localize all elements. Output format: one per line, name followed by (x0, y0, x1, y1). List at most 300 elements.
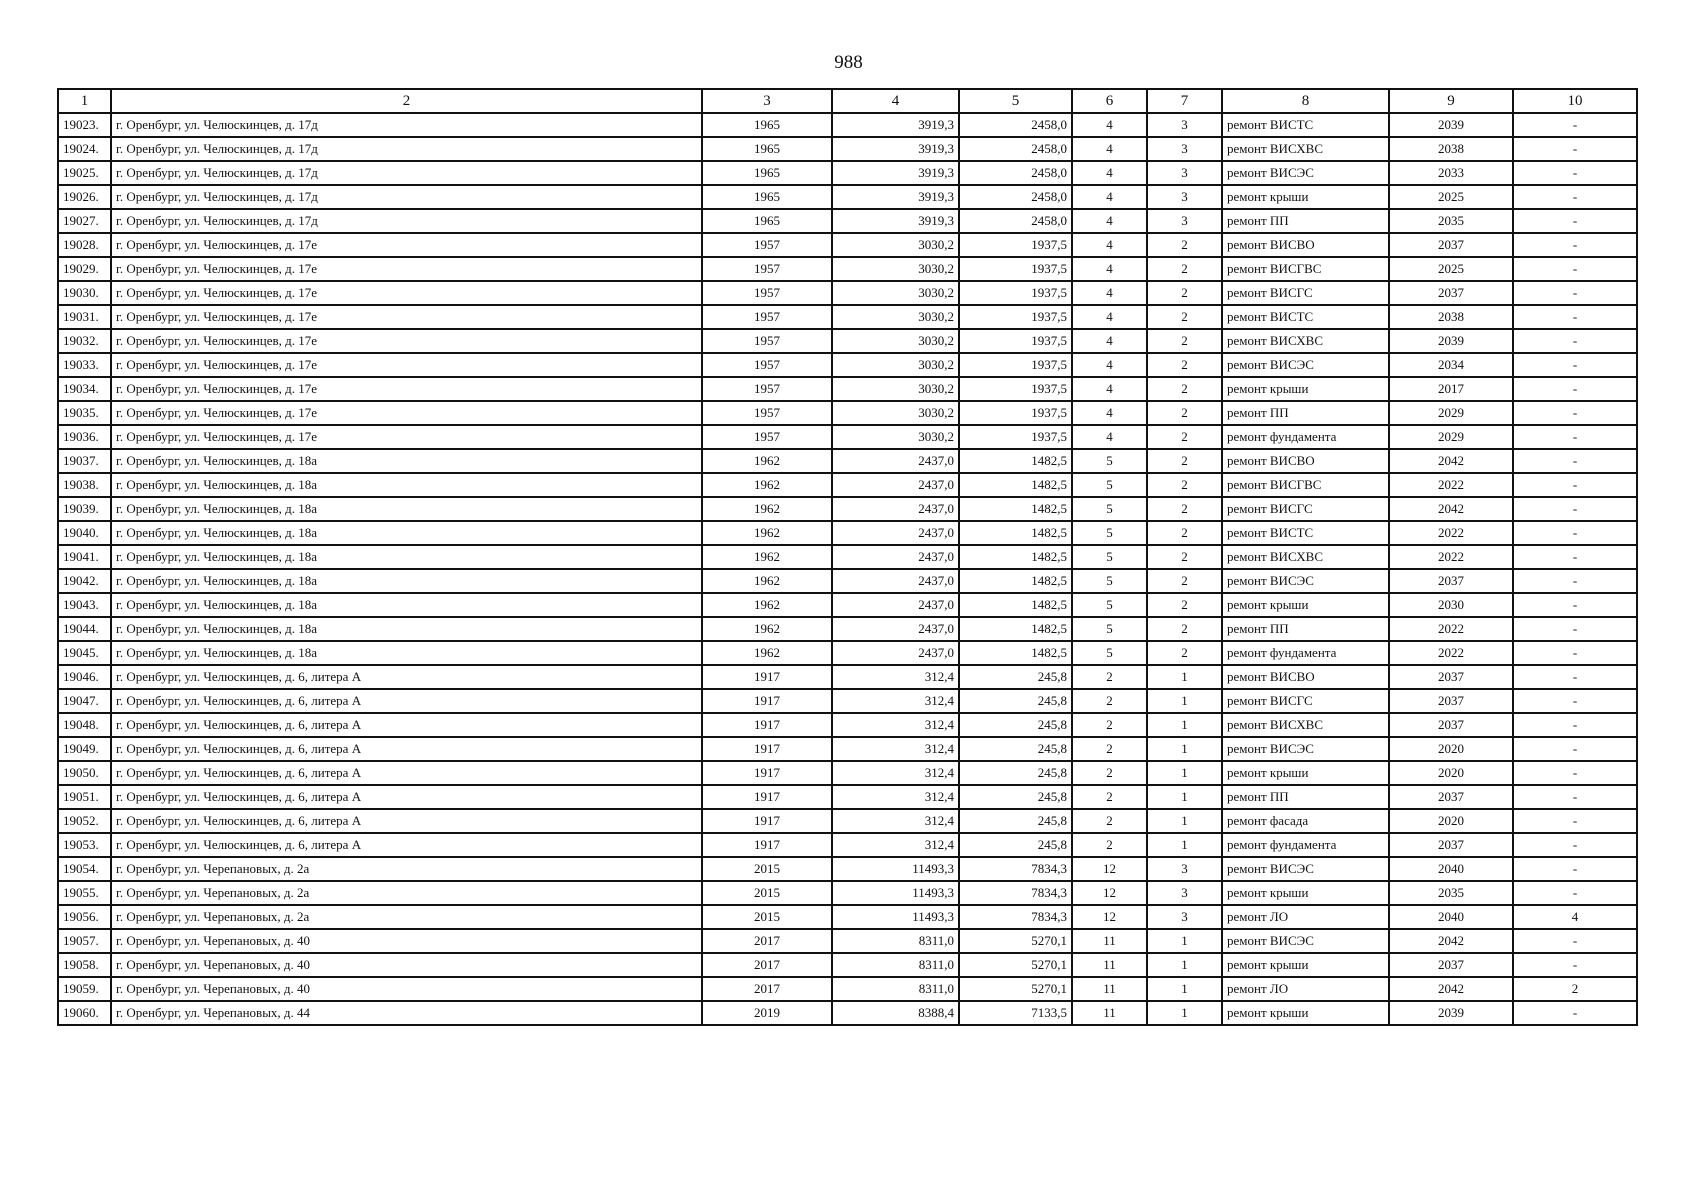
note-cell: - (1513, 353, 1637, 377)
note-cell: - (1513, 857, 1637, 881)
entrances-cell: 1 (1147, 761, 1222, 785)
column-number-header: 7 (1147, 89, 1222, 113)
year-built-cell: 1962 (702, 473, 832, 497)
address-cell: г. Оренбург, ул. Челюскинцев, д. 17е (111, 329, 702, 353)
year-built-cell: 2015 (702, 881, 832, 905)
floors-cell: 5 (1072, 521, 1147, 545)
total-area-cell: 3030,2 (832, 257, 959, 281)
planned-year-cell: 2037 (1389, 785, 1513, 809)
address-cell: г. Оренбург, ул. Челюскинцев, д. 17е (111, 353, 702, 377)
work-type-cell: ремонт ВИСВО (1222, 449, 1389, 473)
row-number-cell: 19042. (58, 569, 111, 593)
entrances-cell: 1 (1147, 833, 1222, 857)
entrances-cell: 3 (1147, 857, 1222, 881)
column-number-header: 1 (58, 89, 111, 113)
note-cell: - (1513, 929, 1637, 953)
column-number-header: 3 (702, 89, 832, 113)
row-number-cell: 19037. (58, 449, 111, 473)
planned-year-cell: 2037 (1389, 281, 1513, 305)
living-area-cell: 1482,5 (959, 593, 1072, 617)
total-area-cell: 2437,0 (832, 449, 959, 473)
address-cell: г. Оренбург, ул. Челюскинцев, д. 18а (111, 593, 702, 617)
planned-year-cell: 2022 (1389, 617, 1513, 641)
row-number-cell: 19045. (58, 641, 111, 665)
year-built-cell: 1917 (702, 761, 832, 785)
note-cell: - (1513, 833, 1637, 857)
row-number-cell: 19049. (58, 737, 111, 761)
address-cell: г. Оренбург, ул. Челюскинцев, д. 6, литера А (111, 809, 702, 833)
table-row (58, 209, 1637, 233)
year-built-cell: 2017 (702, 929, 832, 953)
row-number-cell: 19034. (58, 377, 111, 401)
table-row (58, 569, 1637, 593)
work-type-cell: ремонт ВИСГС (1222, 497, 1389, 521)
table-row (58, 425, 1637, 449)
page-number: 988 (834, 52, 863, 73)
table-row (58, 281, 1637, 305)
work-type-cell: ремонт ЛО (1222, 905, 1389, 929)
living-area-cell: 1482,5 (959, 545, 1072, 569)
work-type-cell: ремонт ЛО (1222, 977, 1389, 1001)
living-area-cell: 1937,5 (959, 281, 1072, 305)
row-number-cell: 19025. (58, 161, 111, 185)
year-built-cell: 1917 (702, 737, 832, 761)
entrances-cell: 1 (1147, 953, 1222, 977)
planned-year-cell: 2042 (1389, 929, 1513, 953)
living-area-cell: 5270,1 (959, 953, 1072, 977)
living-area-cell: 1482,5 (959, 569, 1072, 593)
floors-cell: 4 (1072, 377, 1147, 401)
living-area-cell: 7834,3 (959, 857, 1072, 881)
year-built-cell: 1962 (702, 569, 832, 593)
table-row (58, 1001, 1637, 1025)
entrances-cell: 1 (1147, 977, 1222, 1001)
entrances-cell: 3 (1147, 113, 1222, 137)
row-number-cell: 19046. (58, 665, 111, 689)
planned-year-cell: 2035 (1389, 881, 1513, 905)
note-cell: - (1513, 545, 1637, 569)
table-row (58, 401, 1637, 425)
entrances-cell: 2 (1147, 545, 1222, 569)
entrances-cell: 3 (1147, 161, 1222, 185)
work-type-cell: ремонт ПП (1222, 209, 1389, 233)
year-built-cell: 1957 (702, 377, 832, 401)
entrances-cell: 2 (1147, 497, 1222, 521)
work-type-cell: ремонт ВИСВО (1222, 233, 1389, 257)
total-area-cell: 312,4 (832, 689, 959, 713)
planned-year-cell: 2022 (1389, 521, 1513, 545)
floors-cell: 4 (1072, 401, 1147, 425)
total-area-cell: 312,4 (832, 761, 959, 785)
floors-cell: 5 (1072, 497, 1147, 521)
living-area-cell: 2458,0 (959, 137, 1072, 161)
table-row (58, 161, 1637, 185)
work-type-cell: ремонт ВИСХВС (1222, 329, 1389, 353)
total-area-cell: 2437,0 (832, 593, 959, 617)
floors-cell: 4 (1072, 305, 1147, 329)
year-built-cell: 1965 (702, 113, 832, 137)
work-type-cell: ремонт крыши (1222, 953, 1389, 977)
total-area-cell: 2437,0 (832, 473, 959, 497)
living-area-cell: 2458,0 (959, 161, 1072, 185)
living-area-cell: 1937,5 (959, 377, 1072, 401)
total-area-cell: 312,4 (832, 713, 959, 737)
work-type-cell: ремонт ВИСЭС (1222, 353, 1389, 377)
work-type-cell: ремонт ВИСХВС (1222, 137, 1389, 161)
living-area-cell: 245,8 (959, 689, 1072, 713)
note-cell: - (1513, 521, 1637, 545)
living-area-cell: 1937,5 (959, 425, 1072, 449)
row-number-cell: 19030. (58, 281, 111, 305)
row-number-cell: 19060. (58, 1001, 111, 1025)
total-area-cell: 3030,2 (832, 233, 959, 257)
floors-cell: 4 (1072, 281, 1147, 305)
living-area-cell: 245,8 (959, 665, 1072, 689)
work-type-cell: ремонт крыши (1222, 593, 1389, 617)
column-number-row (58, 89, 1637, 113)
entrances-cell: 3 (1147, 209, 1222, 233)
total-area-cell: 2437,0 (832, 497, 959, 521)
row-number-cell: 19052. (58, 809, 111, 833)
note-cell: - (1513, 737, 1637, 761)
table-row (58, 593, 1637, 617)
year-built-cell: 1917 (702, 665, 832, 689)
living-area-cell: 7834,3 (959, 905, 1072, 929)
floors-cell: 12 (1072, 905, 1147, 929)
row-number-cell: 19051. (58, 785, 111, 809)
column-number-header: 2 (111, 89, 702, 113)
row-number-cell: 19040. (58, 521, 111, 545)
note-cell: - (1513, 497, 1637, 521)
living-area-cell: 5270,1 (959, 977, 1072, 1001)
total-area-cell: 8388,4 (832, 1001, 959, 1025)
column-number-header: 5 (959, 89, 1072, 113)
row-number-cell: 19056. (58, 905, 111, 929)
address-cell: г. Оренбург, ул. Челюскинцев, д. 6, литера А (111, 689, 702, 713)
floors-cell: 11 (1072, 1001, 1147, 1025)
address-cell: г. Оренбург, ул. Челюскинцев, д. 18а (111, 449, 702, 473)
planned-year-cell: 2037 (1389, 233, 1513, 257)
planned-year-cell: 2017 (1389, 377, 1513, 401)
year-built-cell: 1957 (702, 425, 832, 449)
table-row (58, 137, 1637, 161)
year-built-cell: 2017 (702, 953, 832, 977)
entrances-cell: 2 (1147, 233, 1222, 257)
total-area-cell: 3030,2 (832, 329, 959, 353)
table-body (58, 113, 1637, 1025)
living-area-cell: 7834,3 (959, 881, 1072, 905)
total-area-cell: 11493,3 (832, 881, 959, 905)
year-built-cell: 1957 (702, 329, 832, 353)
total-area-cell: 2437,0 (832, 545, 959, 569)
work-type-cell: ремонт ВИСХВС (1222, 545, 1389, 569)
table-row (58, 545, 1637, 569)
entrances-cell: 2 (1147, 377, 1222, 401)
living-area-cell: 1937,5 (959, 233, 1072, 257)
planned-year-cell: 2020 (1389, 809, 1513, 833)
entrances-cell: 2 (1147, 449, 1222, 473)
work-type-cell: ремонт фасада (1222, 809, 1389, 833)
note-cell: - (1513, 569, 1637, 593)
address-cell: г. Оренбург, ул. Челюскинцев, д. 17д (111, 161, 702, 185)
table-row (58, 521, 1637, 545)
entrances-cell: 2 (1147, 257, 1222, 281)
row-number-cell: 19043. (58, 593, 111, 617)
table-row (58, 353, 1637, 377)
planned-year-cell: 2040 (1389, 905, 1513, 929)
address-cell: г. Оренбург, ул. Челюскинцев, д. 17е (111, 305, 702, 329)
address-cell: г. Оренбург, ул. Черепановых, д. 2а (111, 857, 702, 881)
note-cell: - (1513, 257, 1637, 281)
row-number-cell: 19059. (58, 977, 111, 1001)
row-number-cell: 19038. (58, 473, 111, 497)
year-built-cell: 1965 (702, 209, 832, 233)
total-area-cell: 2437,0 (832, 569, 959, 593)
living-area-cell: 1937,5 (959, 329, 1072, 353)
row-number-cell: 19058. (58, 953, 111, 977)
total-area-cell: 3919,3 (832, 113, 959, 137)
year-built-cell: 1962 (702, 497, 832, 521)
year-built-cell: 1962 (702, 641, 832, 665)
address-cell: г. Оренбург, ул. Челюскинцев, д. 18а (111, 641, 702, 665)
floors-cell: 4 (1072, 161, 1147, 185)
note-cell: - (1513, 377, 1637, 401)
address-cell: г. Оренбург, ул. Челюскинцев, д. 17е (111, 401, 702, 425)
table-row (58, 905, 1637, 929)
table-row (58, 881, 1637, 905)
year-built-cell: 2015 (702, 857, 832, 881)
year-built-cell: 1962 (702, 545, 832, 569)
row-number-cell: 19026. (58, 185, 111, 209)
floors-cell: 12 (1072, 881, 1147, 905)
table-row (58, 809, 1637, 833)
total-area-cell: 3030,2 (832, 353, 959, 377)
work-type-cell: ремонт ВИСГВС (1222, 257, 1389, 281)
note-cell: - (1513, 329, 1637, 353)
entrances-cell: 3 (1147, 137, 1222, 161)
total-area-cell: 312,4 (832, 737, 959, 761)
planned-year-cell: 2038 (1389, 305, 1513, 329)
total-area-cell: 2437,0 (832, 521, 959, 545)
floors-cell: 2 (1072, 761, 1147, 785)
planned-year-cell: 2030 (1389, 593, 1513, 617)
work-type-cell: ремонт фундамента (1222, 833, 1389, 857)
planned-year-cell: 2020 (1389, 737, 1513, 761)
planned-year-cell: 2034 (1389, 353, 1513, 377)
address-cell: г. Оренбург, ул. Челюскинцев, д. 6, литера А (111, 713, 702, 737)
planned-year-cell: 2022 (1389, 473, 1513, 497)
living-area-cell: 1482,5 (959, 617, 1072, 641)
floors-cell: 5 (1072, 617, 1147, 641)
work-type-cell: ремонт ВИСЭС (1222, 929, 1389, 953)
work-type-cell: ремонт ВИСГС (1222, 281, 1389, 305)
work-type-cell: ремонт ВИСТС (1222, 305, 1389, 329)
planned-year-cell: 2022 (1389, 545, 1513, 569)
table-row (58, 473, 1637, 497)
table-row (58, 329, 1637, 353)
total-area-cell: 3030,2 (832, 401, 959, 425)
row-number-cell: 19024. (58, 137, 111, 161)
entrances-cell: 2 (1147, 425, 1222, 449)
year-built-cell: 1957 (702, 305, 832, 329)
entrances-cell: 3 (1147, 881, 1222, 905)
note-cell: - (1513, 161, 1637, 185)
year-built-cell: 1965 (702, 161, 832, 185)
year-built-cell: 1962 (702, 521, 832, 545)
planned-year-cell: 2022 (1389, 641, 1513, 665)
floors-cell: 2 (1072, 809, 1147, 833)
row-number-cell: 19041. (58, 545, 111, 569)
planned-year-cell: 2029 (1389, 425, 1513, 449)
planned-year-cell: 2037 (1389, 713, 1513, 737)
note-cell: - (1513, 665, 1637, 689)
work-type-cell: ремонт ВИСВО (1222, 665, 1389, 689)
column-number-header: 6 (1072, 89, 1147, 113)
note-cell: - (1513, 305, 1637, 329)
table-row (58, 617, 1637, 641)
living-area-cell: 1482,5 (959, 641, 1072, 665)
address-cell: г. Оренбург, ул. Челюскинцев, д. 18а (111, 617, 702, 641)
floors-cell: 2 (1072, 689, 1147, 713)
table-row (58, 713, 1637, 737)
address-cell: г. Оренбург, ул. Челюскинцев, д. 17е (111, 233, 702, 257)
living-area-cell: 1937,5 (959, 401, 1072, 425)
year-built-cell: 1957 (702, 257, 832, 281)
table-row (58, 857, 1637, 881)
entrances-cell: 1 (1147, 689, 1222, 713)
entrances-cell: 2 (1147, 569, 1222, 593)
note-cell: - (1513, 809, 1637, 833)
planned-year-cell: 2037 (1389, 953, 1513, 977)
floors-cell: 11 (1072, 929, 1147, 953)
row-number-cell: 19054. (58, 857, 111, 881)
floors-cell: 5 (1072, 641, 1147, 665)
work-type-cell: ремонт ПП (1222, 785, 1389, 809)
total-area-cell: 8311,0 (832, 929, 959, 953)
entrances-cell: 1 (1147, 737, 1222, 761)
work-type-cell: ремонт ПП (1222, 617, 1389, 641)
address-cell: г. Оренбург, ул. Челюскинцев, д. 17е (111, 377, 702, 401)
row-number-cell: 19050. (58, 761, 111, 785)
note-cell: - (1513, 641, 1637, 665)
planned-year-cell: 2029 (1389, 401, 1513, 425)
floors-cell: 2 (1072, 713, 1147, 737)
planned-year-cell: 2037 (1389, 665, 1513, 689)
table-row (58, 185, 1637, 209)
table-row (58, 785, 1637, 809)
row-number-cell: 19036. (58, 425, 111, 449)
note-cell: - (1513, 881, 1637, 905)
planned-year-cell: 2039 (1389, 329, 1513, 353)
floors-cell: 5 (1072, 545, 1147, 569)
row-number-cell: 19023. (58, 113, 111, 137)
floors-cell: 4 (1072, 233, 1147, 257)
living-area-cell: 2458,0 (959, 113, 1072, 137)
year-built-cell: 1917 (702, 785, 832, 809)
work-type-cell: ремонт ВИСЭС (1222, 569, 1389, 593)
column-number-header: 10 (1513, 89, 1637, 113)
entrances-cell: 2 (1147, 593, 1222, 617)
total-area-cell: 312,4 (832, 833, 959, 857)
year-built-cell: 1957 (702, 233, 832, 257)
floors-cell: 5 (1072, 473, 1147, 497)
entrances-cell: 2 (1147, 305, 1222, 329)
living-area-cell: 245,8 (959, 713, 1072, 737)
table-row (58, 113, 1637, 137)
entrances-cell: 2 (1147, 281, 1222, 305)
work-type-cell: ремонт ВИСЭС (1222, 161, 1389, 185)
entrances-cell: 2 (1147, 473, 1222, 497)
note-cell: - (1513, 761, 1637, 785)
table-row (58, 953, 1637, 977)
address-cell: г. Оренбург, ул. Черепановых, д. 40 (111, 929, 702, 953)
address-cell: г. Оренбург, ул. Челюскинцев, д. 17д (111, 185, 702, 209)
address-cell: г. Оренбург, ул. Челюскинцев, д. 6, литера А (111, 761, 702, 785)
planned-year-cell: 2042 (1389, 497, 1513, 521)
entrances-cell: 1 (1147, 785, 1222, 809)
total-area-cell: 11493,3 (832, 905, 959, 929)
note-cell: 4 (1513, 905, 1637, 929)
year-built-cell: 1917 (702, 833, 832, 857)
table-row (58, 377, 1637, 401)
address-cell: г. Оренбург, ул. Челюскинцев, д. 6, литера А (111, 737, 702, 761)
floors-cell: 4 (1072, 137, 1147, 161)
floors-cell: 5 (1072, 569, 1147, 593)
address-cell: г. Оренбург, ул. Черепановых, д. 40 (111, 977, 702, 1001)
table-row (58, 449, 1637, 473)
row-number-cell: 19035. (58, 401, 111, 425)
column-number-header: 4 (832, 89, 959, 113)
work-type-cell: ремонт ВИСЭС (1222, 857, 1389, 881)
row-number-cell: 19048. (58, 713, 111, 737)
entrances-cell: 2 (1147, 617, 1222, 641)
year-built-cell: 1957 (702, 401, 832, 425)
table-row (58, 929, 1637, 953)
row-number-cell: 19029. (58, 257, 111, 281)
total-area-cell: 3919,3 (832, 137, 959, 161)
floors-cell: 4 (1072, 185, 1147, 209)
row-number-cell: 19033. (58, 353, 111, 377)
planned-year-cell: 2037 (1389, 689, 1513, 713)
total-area-cell: 2437,0 (832, 617, 959, 641)
living-area-cell: 5270,1 (959, 929, 1072, 953)
total-area-cell: 8311,0 (832, 977, 959, 1001)
planned-year-cell: 2039 (1389, 113, 1513, 137)
address-cell: г. Оренбург, ул. Челюскинцев, д. 17е (111, 281, 702, 305)
note-cell: - (1513, 953, 1637, 977)
living-area-cell: 1937,5 (959, 353, 1072, 377)
table-row (58, 665, 1637, 689)
note-cell: - (1513, 113, 1637, 137)
floors-cell: 4 (1072, 257, 1147, 281)
year-built-cell: 1965 (702, 137, 832, 161)
work-type-cell: ремонт крыши (1222, 185, 1389, 209)
address-cell: г. Оренбург, ул. Челюскинцев, д. 17е (111, 257, 702, 281)
entrances-cell: 2 (1147, 401, 1222, 425)
floors-cell: 2 (1072, 785, 1147, 809)
row-number-cell: 19053. (58, 833, 111, 857)
note-cell: - (1513, 425, 1637, 449)
year-built-cell: 1917 (702, 713, 832, 737)
note-cell: - (1513, 185, 1637, 209)
planned-year-cell: 2039 (1389, 1001, 1513, 1025)
living-area-cell: 245,8 (959, 833, 1072, 857)
table-row (58, 737, 1637, 761)
year-built-cell: 1965 (702, 185, 832, 209)
year-built-cell: 1917 (702, 809, 832, 833)
floors-cell: 12 (1072, 857, 1147, 881)
column-number-header: 8 (1222, 89, 1389, 113)
